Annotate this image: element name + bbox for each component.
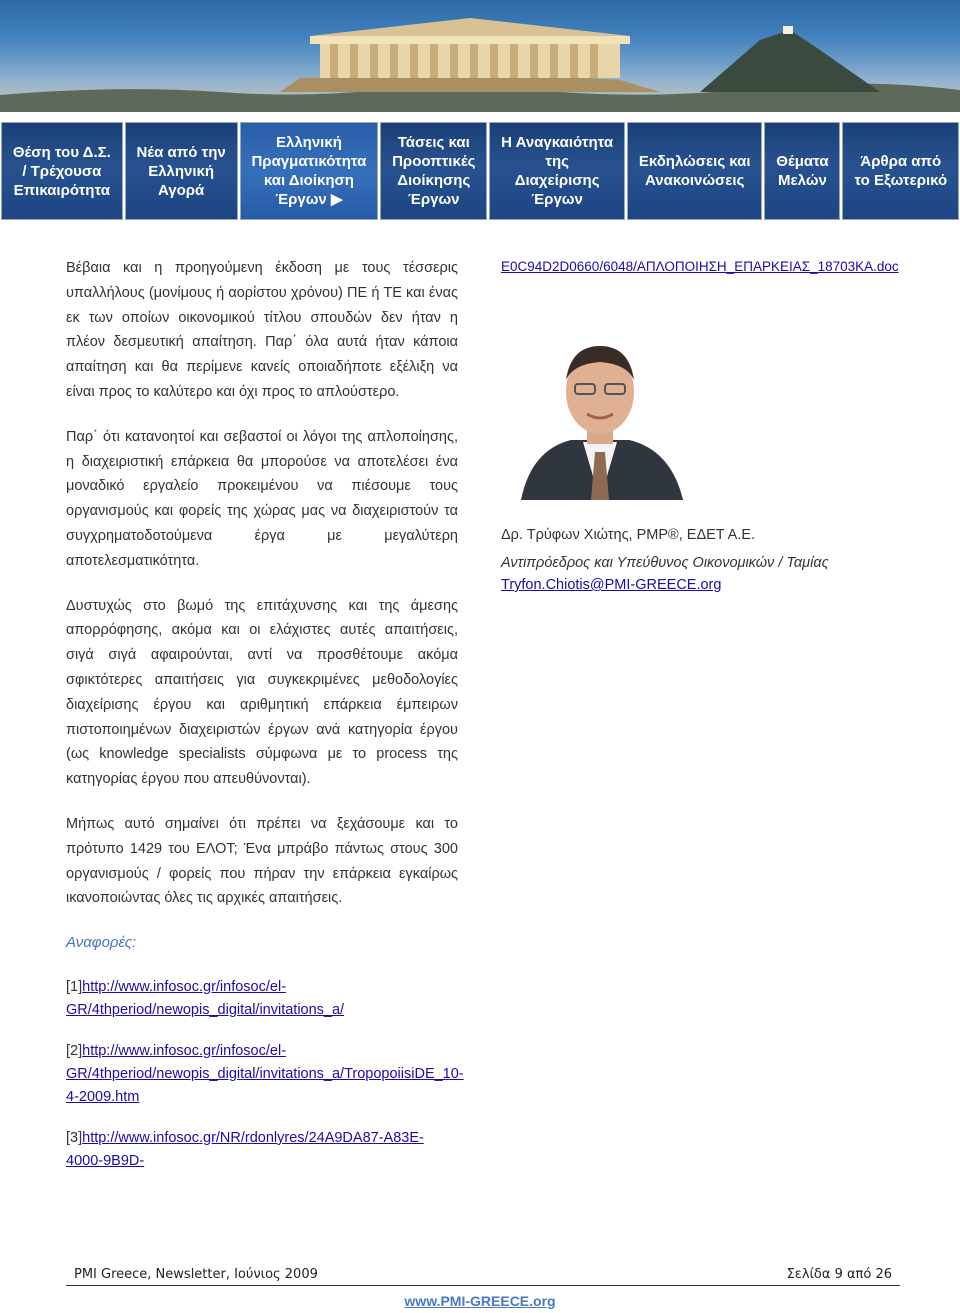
article-paragraph: Δυστυχώς στο βωμό της επιτάχυνσης και της άμεσης απορρόφησης, ακόμα και οι ελάχιστες αυτές απαιτήσεις, σιγά σιγά αφαιρούνται, αντί να προσθέτουμε ακόμα σφικτότερες απαιτήσεις για συγκεκριμένες μεθοδολογίες διαχείρισης έργου και αριθμητική επάρκεια έμπειρων πιστοποιημένων διαχειριστών έργων ανά κατηγορία έργου (ως knowledge specialists σύμφωνα με το process της κατηγορίας έργου που απευθύνονται).	[66, 597, 458, 788]
reference-item	[66, 1040, 464, 1109]
author-email-link[interactable]: Tryfon.Chiotis@PMI-GREECE.org	[501, 577, 722, 593]
article-paragraph: Μήπως αυτό σημαίνει ότι πρέπει να ξεχάσουμε και το πρότυπο 1429 του ΕΛΟΤ; Ένα μπράβο πάντως στους 300 οργανισμούς / φορείς που πήραν την επάρκεια εγκαίρως ικανοποιώντας όλες τις αρχικές απαιτήσεις.	[66, 815, 458, 907]
reference-link[interactable]: http://www.infosoc.gr/infosoc/el-GR/4thperiod/newopis_digital/invitations_a/	[66, 978, 345, 1018]
reference-item	[66, 1127, 458, 1173]
reference-link[interactable]: http://www.infosoc.gr/NR/rdonlyres/24A9DA87-A83E-4000-9B9D-	[66, 1129, 424, 1169]
nav-tab-necessity[interactable]	[489, 122, 625, 220]
nav-tab-label: Θέση του Δ.Σ. / Τρέχουσα Επικαιρότητα	[12, 143, 111, 199]
page-footer	[74, 1267, 892, 1282]
nav-tab-member-topics[interactable]	[764, 122, 840, 220]
nav-tab-trends[interactable]	[380, 122, 487, 220]
document-link[interactable]: E0C94D2D0660/6048/ΑΠΛΟΠΟΙΗΣΗ_ΕΠΑΡΚΕΙΑΣ_18703ΚΑ.doc	[501, 259, 899, 274]
nav-tab-label: Ελληνική Πραγματικότητα και Διοίκηση Έργων ▶	[251, 134, 367, 208]
article-paragraph: Βέβαια και η προηγούμενη έκδοση με τους τέσσερις υπαλλήλους (μονίμους ή αορίστου χρόνου) ΠΕ ή ΤΕ και ένας εκ των οποίων οικονομικού τίτλου σπουδών δεν ήταν η πλέον δεσμευτική απαίτηση. Παρ΄ όλα αυτά ήταν κάποια απαίτηση και θα περίμενε κανείς οποιαδήποτε εξέλιξη να είναι προς το καλύτερο και όχι προς το απλούστερο.	[66, 260, 458, 400]
reference-number: [1]	[66, 978, 83, 995]
article-column	[66, 256, 464, 1191]
nav-tab-greek-market-news[interactable]	[125, 122, 238, 220]
footer-newsletter: PMI Greece, Newsletter, Ιούνιος 2009	[74, 1267, 318, 1282]
reference-number: [3]	[66, 1129, 83, 1146]
nav-tab-label: Νέα από την Ελληνική Αγορά	[136, 143, 226, 199]
nav-tab-events[interactable]	[627, 122, 762, 220]
author-portrait-image	[501, 320, 699, 500]
nav-tab-board-position[interactable]	[1, 122, 123, 220]
reference-item	[66, 976, 458, 1022]
side-column	[501, 256, 911, 278]
nav-tab-label: Θέματα Μελών	[776, 153, 829, 189]
top-navigation	[0, 122, 960, 220]
nav-tab-label: Άρθρα από το Εξωτερικό	[854, 153, 948, 189]
reference-link[interactable]: http://www.infosoc.gr/infosoc/el-GR/4thperiod/newopis_digital/invitations_a/TropopoiisiDE_10-4-2009.htm	[66, 1042, 464, 1105]
author-info	[501, 524, 921, 596]
article-paragraph: Παρ΄ ότι κατανοητοί και σεβαστοί οι λόγοι της απλοποίησης, η διαχειριστική επάρκεια θα μπορούσε να αποτελέσει ένα μοναδικό εργαλείο προκειμένου να πιέσουμε τους οργανισμούς και φορείς της χώρας μας να διαχειριστούν τα συγχρηματοδοτούμενα έργα με μεγαλύτερη αποτελεσματικότητα.	[66, 428, 458, 569]
footer-divider	[66, 1285, 900, 1286]
nav-tab-label: Εκδηλώσεις και Ανακοινώσεις	[638, 153, 751, 189]
author-role: Αντιπρόεδρος και Υπεύθυνος Οικονομικών / Ταμίας	[501, 555, 829, 571]
references-title: Αναφορές:	[66, 934, 137, 952]
nav-tab-greek-reality[interactable]	[240, 122, 379, 220]
nav-tab-label: Τάσεις και Προοπτικές Διοίκησης Έργων	[392, 134, 476, 208]
reference-number: [2]	[66, 1042, 83, 1059]
nav-tab-foreign-articles[interactable]	[842, 122, 959, 220]
author-photo	[501, 320, 699, 500]
acropolis-illustration	[0, 0, 960, 112]
footer-page-number: Σελίδα 9 από 26	[786, 1267, 892, 1282]
author-name: Δρ. Τρύφων Χιώτης, PMP®, ΕΔΕΤ Α.Ε.	[501, 527, 756, 543]
nav-tab-label: Η Αναγκαιότητα της Διαχείρισης Έργων	[501, 134, 614, 208]
header-banner	[0, 0, 960, 112]
footer-website-link[interactable]: www.PMI-GREECE.org	[404, 1293, 556, 1309]
